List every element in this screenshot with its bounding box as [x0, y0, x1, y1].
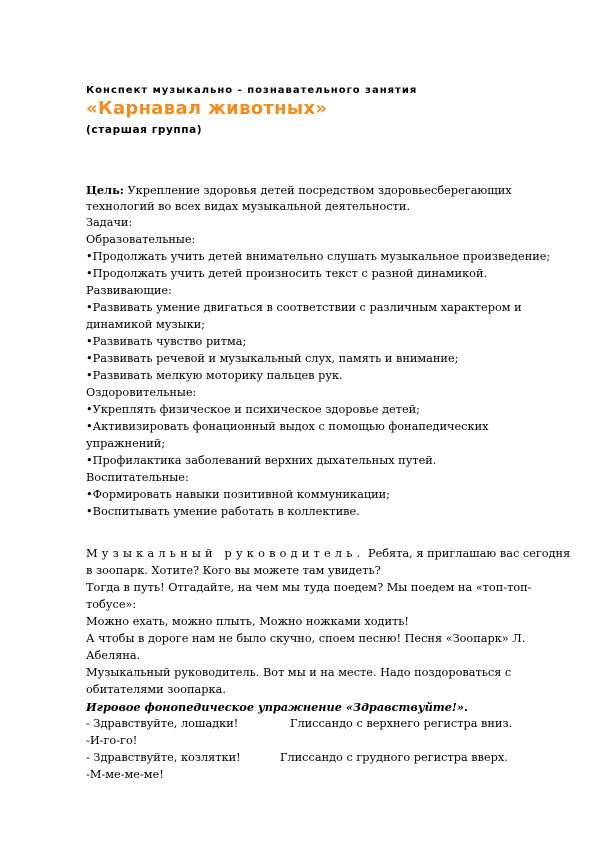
- list-item: •Развивать речевой и музыкальный слух, память и внимание;: [86, 352, 459, 365]
- list-item: •Воспитывать умение работать в коллективе.: [86, 505, 360, 518]
- list-item: динамикой музыки;: [86, 318, 206, 331]
- group-label: (старшая группа): [86, 124, 203, 136]
- list-item: •Укреплять физическое и психическое здоровье детей;: [86, 403, 420, 416]
- list-item: •Развивать умение двигаться в соответствии с различным характером и: [86, 301, 522, 314]
- upbringing-heading: Воспитательные:: [86, 471, 189, 484]
- lesson-title: «Карнавал животных»: [86, 98, 328, 119]
- exercise-title: Игровое фонопедическое упражнение «Здравствуйте!».: [86, 700, 468, 714]
- dialogue-line: Абеляна.: [86, 649, 141, 662]
- list-item: •Продолжать учить детей произносить текст с разной динамикой.: [86, 267, 488, 280]
- list-item: •Развивать мелкую моторику пальцев рук.: [86, 369, 343, 382]
- exercise-greeting: - Здравствуйте, лошадки!: [86, 717, 239, 730]
- goal-text-cont: технологий во всех видах музыкальной деятельности.: [86, 200, 411, 213]
- speaker-label: Музыкальный руководитель.: [86, 547, 365, 560]
- dialogue-text: Ребята, я приглашаю вас сегодня: [364, 547, 571, 560]
- list-item: •Формировать навыки позитивной коммуникации;: [86, 488, 390, 501]
- developmental-heading: Развивающие:: [86, 284, 172, 297]
- goal-line: [86, 182, 512, 199]
- tasks-heading: Задачи:: [86, 216, 133, 229]
- exercise-note: Глиссандо с грудного регистра вверх.: [280, 751, 508, 764]
- dialogue-line: обитателями зоопарка.: [86, 683, 226, 696]
- list-item: •Профилактика заболеваний верхних дыхательных путей.: [86, 454, 437, 467]
- exercise-note: Глиссандо с верхнего регистра вниз.: [290, 717, 513, 730]
- exercise-line: [86, 716, 238, 732]
- dialogue-line: Музыкальный руководитель. Вот мы и на месте. Надо поздороваться с: [86, 666, 512, 679]
- dialogue-line: тобусе»:: [86, 598, 137, 611]
- dialogue-line: А чтобы в дороге нам не было скучно, споем песню! Песня «Зоопарк» Л.: [86, 632, 526, 645]
- list-item: упражнений;: [86, 437, 166, 450]
- dialogue-line: в зоопарк. Хотите? Кого вы можете там увидеть?: [86, 564, 381, 577]
- list-item: •Продолжать учить детей внимательно слушать музыкальное произведение;: [86, 250, 551, 263]
- exercise-line: -М-ме-ме-ме!: [86, 768, 164, 781]
- exercise-line: -И-го-го!: [86, 734, 138, 747]
- goal-text: Укрепление здоровья детей посредством здоровьесберегающих: [123, 184, 512, 197]
- list-item: •Развивать чувство ритма;: [86, 335, 247, 348]
- health-heading: Оздоровительные:: [86, 386, 197, 399]
- lesson-subtitle: Конспект музыкально - познавательного занятия: [86, 85, 418, 96]
- goal-label: Цель:: [86, 183, 124, 197]
- educational-heading: Образовательные:: [86, 233, 196, 246]
- list-item: •Активизировать фонационный выдох с помощью фонапедических: [86, 420, 489, 433]
- exercise-greeting: - Здравствуйте, козлятки!: [86, 751, 241, 764]
- exercise-line: [86, 750, 241, 766]
- dialogue-first-line: [86, 546, 570, 562]
- dialogue-line: Тогда в путь! Отгадайте, на чем мы туда поедем? Мы поедем на «топ-топ-: [86, 581, 532, 594]
- dialogue-line: Можно ехать, можно плыть, Можно ножками ходить!: [86, 615, 409, 628]
